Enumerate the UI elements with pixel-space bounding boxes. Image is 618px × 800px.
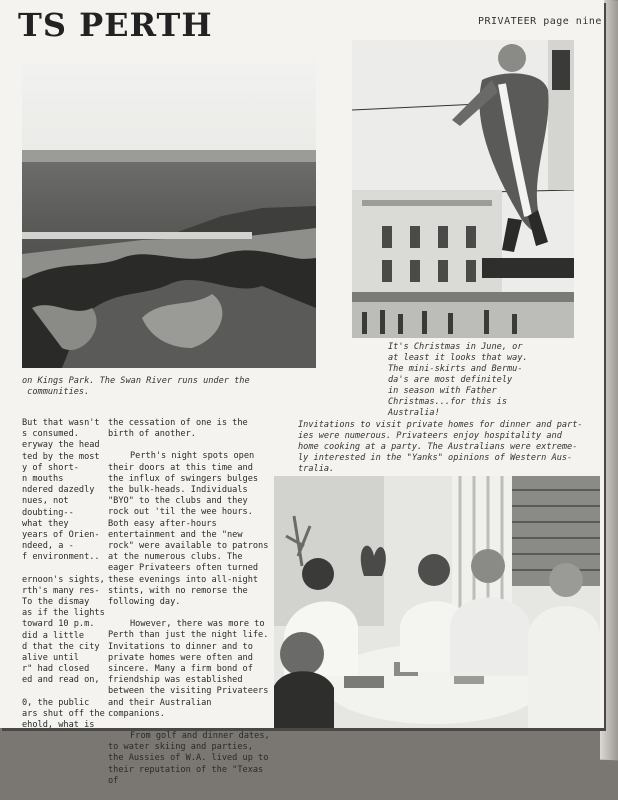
column2-paragraph-4: From golf and dinner dates, to water skiing and parties, the Aussies of W.A. lived up to their reputation of the "Texas of <box>108 731 270 786</box>
text-line: rth's many res- <box>22 585 100 596</box>
text-line: what they <box>22 518 69 529</box>
text-line: ehold, what is <box>22 720 95 731</box>
text-line: years of Orien- <box>22 530 100 541</box>
text-line: did a little <box>22 630 85 641</box>
column2-paragraph-2: Perth's night spots open their doors at this time and the influx of swingers bulges the bulk-heads. Individuals "BYO" to the clubs and they rock out 'til the wee hours. Both easy after-hours entertainment and the "new rock" were available to patrons at the numerous clubs. The eager Privateers often turned these evenings into all-night stints, with no remorse the following day. <box>108 451 269 608</box>
text-line: n mouths <box>22 474 64 485</box>
text-line: s consumed. <box>22 429 79 440</box>
photo-party-group <box>274 476 600 728</box>
column1-paragraph-2 <box>22 574 105 687</box>
text-line: ars shut off the <box>22 708 105 719</box>
text-line: But that wasn't <box>22 418 100 428</box>
column2-paragraph-3: However, there was more to Perth than just the night life. Invitations to dinner and to private homes were often and sincere. Many a firm bond of friendship was established between the visiting Privateers and their Australian companions. <box>108 619 269 719</box>
text-line: as if the lights <box>22 608 105 619</box>
column1-paragraph-3 <box>22 697 105 732</box>
text-line: doubting-- <box>22 507 74 518</box>
caption-group-photo: Invitations to visit private homes for dinner and part- ies were numerous. Privateers enjoy hospitality and home cooking at a party. The Australians were extreme- ly interested in the "Yanks" opinions of Western Aus- tralia. <box>298 420 583 474</box>
text-line: ndered dazedly <box>22 485 95 496</box>
photo-swan-river <box>22 58 316 368</box>
caption-father-christmas: It's Christmas in June, or at least it looks that way. The mini-skirts and Bermu- da's are most definitely in season with Father Christmas...for this is Australia! <box>388 342 528 418</box>
photo-father-christmas <box>352 40 574 338</box>
page-headline: TS PERTH <box>18 6 213 44</box>
running-head: PRIVATEER page nine <box>478 16 602 27</box>
text-line: ed and read on, <box>22 675 100 686</box>
text-line: To the dismay <box>22 597 90 608</box>
article-column-1 <box>22 418 105 742</box>
text-line: toward 10 p.m. <box>22 619 95 630</box>
text-line: d that the city <box>22 641 100 652</box>
caption-swan-river: on Kings Park. The Swan River runs under the communities. <box>22 376 250 397</box>
text-line: f environment.. <box>22 552 100 563</box>
column2-paragraph-1: the cessation of one is the birth of another. <box>108 418 248 440</box>
text-line: ndeed, a - <box>22 541 74 552</box>
text-line: eryway the head <box>22 440 100 451</box>
text-line: ted by the most <box>22 451 100 462</box>
text-line: nues, not <box>22 496 69 507</box>
text-line: y of short- <box>22 462 79 473</box>
text-line: alive until <box>22 653 79 664</box>
column1-paragraph-1 <box>22 418 102 564</box>
text-line: r" had closed <box>22 664 90 675</box>
text-line: 0, the public <box>22 697 90 708</box>
text-line: ernoon's sights, <box>22 574 105 585</box>
article-column-2 <box>108 418 272 798</box>
